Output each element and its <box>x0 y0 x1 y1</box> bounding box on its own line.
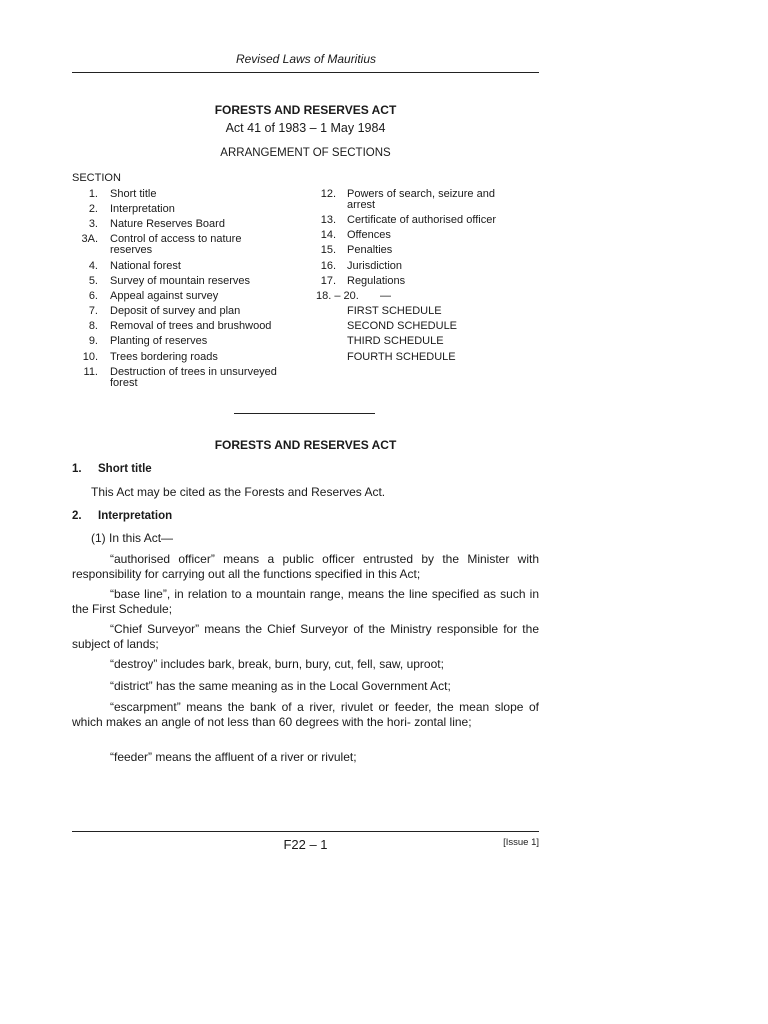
toc-number: 1. <box>88 188 98 200</box>
toc-label: Nature Reserves Board <box>110 218 225 230</box>
subsection-1: (1) In this Act— <box>91 531 174 545</box>
section-title: Interpretation <box>98 510 173 522</box>
definition-chief-surveyor: “Chief Surveyor” means the Chief Surveyor of the Ministry responsible for the subject of lands; <box>72 622 539 651</box>
definition-destroy: “destroy” includes bark, break, burn, bury, cut, fell, saw, uproot; <box>110 657 444 671</box>
toc-number: 3A. <box>81 233 98 245</box>
toc-label: Jurisdiction <box>347 260 403 272</box>
toc-number: 8. <box>88 320 98 332</box>
toc-right <box>310 189 539 369</box>
definition-base-line: “base line”, in relation to a mountain range, means the line specified as such in the First Schedule; <box>72 587 539 616</box>
definition-authorised-officer: “authorised officer” means a public officer entrusted by the Minister with responsibility for carrying out all the functions specified in this Act; <box>72 552 539 581</box>
issue-label: [Issue 1] <box>503 837 539 848</box>
toc-label: Offences <box>347 229 391 241</box>
toc-number: 5. <box>88 275 98 287</box>
toc-label: Destruction of trees in unsurveyed <box>110 366 277 378</box>
toc-number: 4. <box>88 260 98 272</box>
definition-escarpment: “escarpment” means the bank of a river, rivulet or feeder, the mean slope of which makes an angle of not less than 60 degrees with the hori- zontal line; <box>72 700 539 729</box>
toc-label-continued: reserves <box>110 244 153 256</box>
toc-label: Planting of reserves <box>110 335 208 347</box>
header-rule <box>72 72 539 73</box>
page-number: F22 – 1 <box>283 837 328 852</box>
definition-feeder: “feeder” means the affluent of a river or rivulet; <box>110 750 357 764</box>
toc-label: Penalties <box>347 244 393 256</box>
toc-number: 13. <box>320 214 336 226</box>
toc-number: 12. <box>320 188 336 200</box>
toc-number: 7. <box>88 305 98 317</box>
toc-label: Deposit of survey and plan <box>110 305 241 317</box>
footer-rule <box>72 831 539 832</box>
act-info: Act 41 of 1983 – 1 May 1984 <box>225 121 386 135</box>
toc-number: 6. <box>88 290 98 302</box>
running-header: Revised Laws of Mauritius <box>235 52 377 66</box>
section-number: 1. <box>72 463 82 475</box>
toc-label: Interpretation <box>110 203 175 215</box>
toc-label: Control of access to nature <box>110 233 242 245</box>
toc-number: 15. <box>320 244 336 256</box>
toc-label: National forest <box>110 260 181 272</box>
toc-left <box>72 189 312 399</box>
toc-label: Short title <box>110 188 157 200</box>
toc-label: Powers of search, seizure and <box>347 188 495 200</box>
toc-number: 9. <box>88 335 98 347</box>
toc-label: Removal of trees and brushwood <box>110 320 272 332</box>
toc-label: Survey of mountain reserves <box>110 275 251 287</box>
toc-label: Certificate of authorised officer <box>347 214 496 226</box>
arrangement-heading: ARRANGEMENT OF SECTIONS <box>220 147 391 159</box>
toc-label: FOURTH SCHEDULE <box>347 351 456 363</box>
toc-number: 18. – 20. <box>316 290 359 302</box>
toc-number: 17. <box>320 275 336 287</box>
toc-label: THIRD SCHEDULE <box>347 335 444 347</box>
toc-number: 2. <box>88 203 98 215</box>
section-1-heading <box>72 463 152 475</box>
toc-label: FIRST SCHEDULE <box>347 305 442 317</box>
toc-label: Trees bordering roads <box>110 351 218 363</box>
toc-label: Regulations <box>347 275 406 287</box>
toc-label-continued: forest <box>110 377 138 389</box>
section-number: 2. <box>72 510 82 522</box>
toc-label-continued: arrest <box>347 199 376 211</box>
toc-label: — <box>380 290 391 302</box>
toc-label: SECOND SCHEDULE <box>347 320 458 332</box>
section-divider <box>234 413 375 414</box>
section-1-text: This Act may be cited as the Forests and Reserves Act. <box>91 485 386 499</box>
toc-number: 14. <box>320 229 336 241</box>
definition-district: “district” has the same meaning as in the Local Government Act; <box>110 679 451 693</box>
toc-number: 16. <box>320 260 336 272</box>
toc-label: Appeal against survey <box>110 290 219 302</box>
section-label: SECTION <box>72 172 121 184</box>
act-title: FORESTS AND RESERVES ACT <box>214 103 397 117</box>
body-act-title: FORESTS AND RESERVES ACT <box>214 438 397 452</box>
toc-number: 10. <box>82 351 98 363</box>
section-title: Short title <box>98 463 152 475</box>
toc-number: 11. <box>83 366 98 378</box>
section-2-heading <box>72 510 172 522</box>
toc-number: 3. <box>88 218 98 230</box>
